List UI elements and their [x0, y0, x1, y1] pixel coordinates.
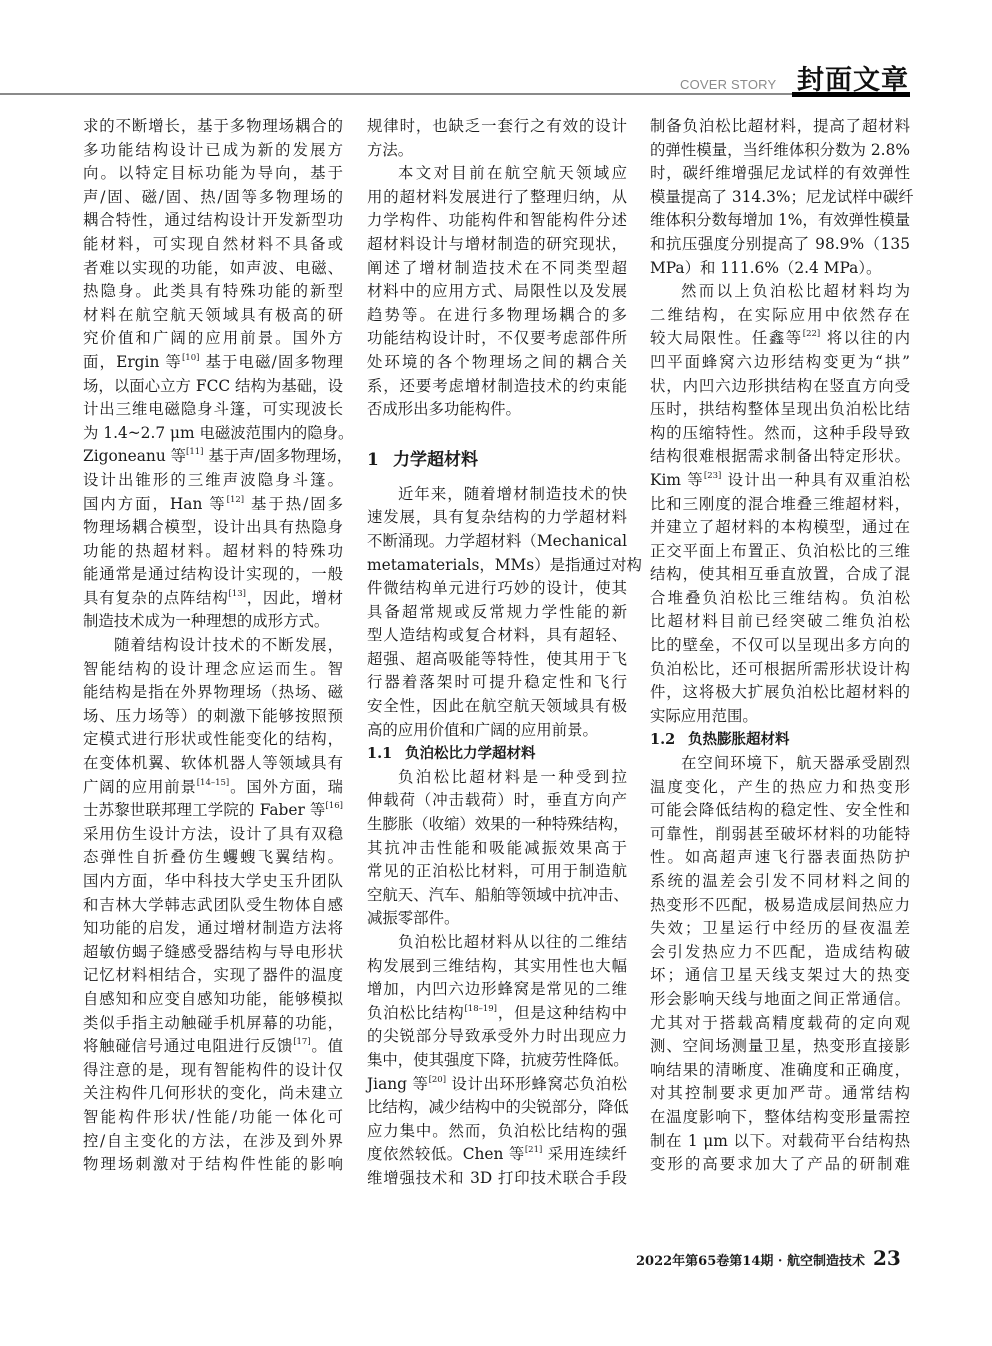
citation-ref: [18–19]: [464, 1003, 497, 1014]
text-line: 计出三维电磁隐身斗篷，可实现波长: [83, 400, 343, 419]
paragraph: [650, 115, 914, 280]
text-line: 具备超常规或反常规力学性能的新: [367, 602, 627, 621]
text-line: 增加，内凹六边形蜂窝是常见的二维: [367, 980, 627, 999]
text-line: 采用仿生设计方法，设计了具有双稳: [83, 824, 343, 843]
text-line: 正交平面上布置正、负泊松比的三维: [650, 541, 910, 560]
citation-ref: [22]: [802, 329, 821, 340]
text-line: 结构很难根据需求制备出特定形状。: [650, 447, 910, 466]
text-line: 用的超材料发展进行了整理归纳，从: [367, 187, 627, 206]
paragraph: [650, 752, 910, 1177]
text-line: 在温度影响下，整体结构变形量需控: [650, 1107, 910, 1126]
heading-number: 1.1: [367, 745, 393, 763]
text-line: 物理场刺激对于结构件性能的影响: [83, 1155, 343, 1174]
text-line: 结构，使其相互垂直放置，合成了混: [650, 565, 910, 584]
text-line: 力学构件、功能构件和智能构件分述: [367, 211, 627, 230]
citation-ref: [14–15]: [196, 777, 230, 788]
text-line: 究价值和广阔的应用前景。国外方: [83, 329, 343, 348]
text-line: 关注构件几何形状的变化，尚未建立: [83, 1084, 343, 1103]
text-line: 能结构是指在外界物理场（热场、磁: [83, 683, 343, 702]
text-line: 负泊松比结构[18–19]，但是这种结构中: [367, 1003, 627, 1022]
text-line: metamaterials，MMs）是指通过对构: [367, 555, 642, 574]
text-line: 将触碰信号通过电阻进行反馈[17]。值: [83, 1037, 343, 1056]
text-line: 自感知和应变自感知功能，能够模拟: [83, 989, 343, 1008]
text-line: 件，这将极大扩展负泊松比超材料的: [650, 683, 910, 702]
paragraph: [367, 115, 627, 162]
text-line: 超敏仿蝎子缝感受器结构与导电形状: [83, 942, 343, 961]
text-line: 会引发热应力不匹配，造成结构破: [650, 942, 910, 961]
text-line: 随着结构设计技术的不断发展，: [114, 636, 343, 655]
text-line: 制备负泊松比超材料，提高了超材料: [650, 117, 910, 135]
text-line: 国内方面，华中科技大学史玉升团队: [83, 872, 343, 890]
citation-ref: [17]: [293, 1037, 311, 1048]
text-line: 场，以面心立方 FCC 结构为基础，设: [83, 376, 343, 395]
text-column-2: [367, 115, 642, 1191]
subsection-heading: [650, 728, 910, 752]
text-line: 可靠性，削弱甚至破坏材料的功能特: [650, 824, 910, 843]
subsection-heading: [367, 742, 627, 766]
paragraph: [367, 931, 627, 1191]
text-line: 为 1.4~2.7 μm 电磁波范围内的隐身。: [83, 423, 354, 442]
heading-title: 负泊松比力学超材料: [405, 745, 536, 763]
text-line: MPa）和 111.6%（2.4 MPa）。: [650, 258, 882, 277]
text-line: 常见的正泊松比材料，可用于制造航: [367, 862, 627, 881]
text-line: 定模式进行形状或性能变化的结构，: [83, 730, 343, 749]
text-line: 实际应用范围。: [650, 706, 758, 725]
text-line: 伸载荷（冲击载荷）时，垂直方向产: [367, 791, 627, 810]
text-line: 记忆材料相结合，实现了器件的温度: [83, 966, 343, 985]
text-line: 行器着落架时可提升稳定性和飞行: [367, 673, 627, 692]
text-line: 者难以实现的功能，如声波、电磁、: [83, 258, 343, 277]
text-line: 趋势等。在进行多物理场耦合的多: [367, 305, 627, 324]
text-line: 声/固、磁/固、热/固等多物理场的: [83, 187, 343, 206]
heading-number: 1.2: [650, 731, 676, 749]
heading-number: 1: [367, 449, 379, 470]
text-line: 比和三刚度的混合堆叠三维超材料，: [650, 494, 910, 513]
text-line: 比结构，减少结构中的尖锐部分，降低: [367, 1098, 629, 1117]
text-line: 制在 1 μm 以下。对载荷平台结构热: [650, 1131, 910, 1150]
text-line: 模量提高了 314.3%；尼龙试样中碳纤: [650, 187, 914, 206]
text-line: 物理场耦合模型，设计出具有热隐身: [83, 518, 343, 537]
text-line: 本文对目前在航空航天领域应: [398, 164, 627, 183]
text-line: 合堆叠负泊松比三维结构。负泊松: [650, 588, 910, 607]
text-line: 否成形出多功能构件。: [367, 400, 521, 419]
text-line: Zigoneanu 等[11] 基于声/固多物理场，: [83, 447, 353, 466]
text-line: 可能会降低结构的稳定性、安全性和: [650, 801, 910, 820]
text-line: 负泊松比超材料从以往的二维结: [398, 933, 627, 951]
text-line: 二维结构，在实际应用中依然存在: [650, 305, 910, 324]
heading-title: 负热膨胀超材料: [688, 731, 790, 749]
section-heading: [367, 422, 627, 483]
text-line: 负泊松比超材料是一种受到拉: [398, 767, 627, 786]
text-line: 广阔的应用前景[14–15]。国外方面，瑞: [83, 777, 343, 796]
text-line: 负泊松比，还可根据所需形状设计构: [650, 659, 910, 678]
text-line: 集中，使其强度下降，抗疲劳性降低。: [367, 1050, 629, 1069]
text-line: 和抗压强度分别提高了 98.9%（135: [650, 234, 910, 253]
text-line: 方法。: [367, 140, 414, 159]
text-line: Kim 等[23] 设计出一种具有双重泊松: [650, 470, 910, 489]
header-rule: [0, 93, 792, 95]
text-line: Jiang 等[20] 设计出环形蜂窝芯负泊松: [367, 1074, 627, 1093]
text-line: 时，碳纤维增强尼龙试样的有效弹性: [650, 164, 910, 183]
text-line: 凹平面蜂窝六边形结构变更为“拱”: [650, 352, 910, 371]
text-line: 并建立了超材料的本构模型，通过在: [650, 518, 910, 537]
text-line: 在变体机翼、软体机器人等领域具有: [83, 754, 343, 773]
text-line: 材料在航空航天领域具有极高的研: [83, 305, 343, 324]
text-line: 比超材料目前已经突破二维负泊松: [650, 612, 910, 631]
journal-footer: 2022年第65卷第14期 · 航空制造技术: [636, 1254, 865, 1269]
text-line: 然而以上负泊松比超材料均为: [681, 282, 910, 301]
text-line: 减振零部件。: [367, 909, 460, 928]
citation-ref: [12]: [226, 494, 245, 505]
text-line: 向。以特定目标功能为导向，基于: [83, 164, 343, 183]
text-line: 类似手指主动触碰手机屏幕的功能，: [83, 1013, 343, 1032]
text-line: 比的壁垒，不仅可以呈现出多方向的: [650, 636, 910, 655]
page-number: 23: [873, 1246, 901, 1270]
text-line: 尤其对于搭载高精度载荷的定向观: [650, 1013, 910, 1032]
text-line: 耦合特性，通过结构设计开发新型功: [83, 211, 343, 230]
text-line: 功能的热超材料。超材料的特殊功: [83, 541, 343, 560]
text-line: 士苏黎世联邦理工学院的 Faber 等[16]: [83, 801, 343, 820]
text-line: 压时，拱结构整体呈现出负泊松比结: [650, 400, 910, 419]
text-line: 场、压力场等）的刺激下能够按照预: [83, 706, 343, 725]
text-line: 系统的温差会引发不同材料之间的: [650, 872, 910, 890]
text-line: 构的压缩特性。然而，这种手段导致: [650, 423, 910, 442]
text-line: 温度变化，产生的热应力和热变形: [650, 777, 910, 796]
paragraph: [367, 483, 642, 743]
text-line: 热隐身。此类具有特殊功能的新型: [83, 282, 343, 301]
text-line: 智能构件形状/性能/功能一体化可: [83, 1107, 343, 1126]
citation-ref: [10]: [181, 352, 200, 363]
text-line: 变形的高要求加大了产品的研制难: [650, 1155, 910, 1174]
text-line: 空航天、汽车、船舶等领域中抗冲击、: [367, 885, 629, 904]
section-label-cn: 封面文章: [797, 65, 909, 96]
text-line: 超材料设计与增材制造的研究现状，: [367, 234, 627, 253]
citation-ref: [16]: [325, 801, 343, 812]
text-line: 坏；通信卫星天线支架过大的热变: [650, 966, 910, 985]
text-line: 功能结构设计时，不仅要考虑部件所: [367, 329, 627, 348]
text-column-1: [83, 115, 354, 1177]
citation-ref: [13]: [228, 588, 246, 599]
paragraph: [367, 162, 627, 422]
text-line: 制造技术成为一种理想的成形方式。: [83, 612, 330, 631]
text-line: 多功能结构设计已成为新的发展方: [83, 140, 343, 159]
text-line: 维体积分数每增加 1%，有效弹性模量: [650, 211, 911, 230]
text-line: 智能结构的设计理念应运而生。智: [83, 659, 343, 678]
text-line: 具有复杂的点阵结构[13]，因此，增材: [83, 588, 343, 607]
text-line: 响结果的清晰度、准确度和正确度，: [650, 1060, 910, 1079]
citation-ref: [20]: [428, 1074, 447, 1085]
text-line: 能通常是通过结构设计实现的，一般: [83, 565, 343, 584]
text-line: 型人造结构或复合材料，具有超轻、: [367, 626, 627, 645]
text-line: 对其控制要求更加严苛。通常结构: [650, 1084, 910, 1103]
text-line: 度依然较低。Chen 等[21] 采用连续纤: [367, 1145, 627, 1164]
text-line: 其抗冲击性能和吸能减振效果高于: [367, 838, 627, 857]
text-line: 状，内凹六边形拱结构在竖直方向受: [650, 376, 910, 395]
text-line: 构发展到三维结构，其实用性也大幅: [367, 956, 627, 975]
text-line: 处环境的各个物理场之间的耦合关: [367, 352, 627, 371]
text-line: 超强、超高吸能等特性，使其用于飞: [367, 649, 627, 668]
text-line: 态弹性自折叠仿生蠼螋飞翼结构。: [83, 848, 343, 867]
paragraph: [83, 115, 354, 634]
text-line: 求的不断增长，基于多物理场耦合的: [83, 117, 343, 135]
text-line: 失效；卫星运行中经历的昼夜温差: [650, 919, 910, 938]
text-line: 高的应用价值和广阔的应用前景。: [367, 720, 598, 739]
citation-ref: [11]: [186, 447, 204, 458]
text-line: 不断涌现。力学超材料（Mechanical: [367, 531, 627, 550]
text-line: 维增强技术和 3D 打印技术联合手段: [367, 1168, 627, 1187]
text-line: 和吉林大学韩志武团队受生物体自感: [83, 895, 343, 914]
citation-ref: [23]: [703, 470, 722, 481]
text-line: 热变形不匹配，极易造成层间热应力: [650, 895, 910, 914]
text-line: 控/自主变化的方法，在涉及到外界: [83, 1131, 343, 1150]
text-line: 材料中的应用方式、局限性以及发展: [367, 282, 627, 301]
text-line: 较大局限性。任鑫等[22] 将以往的内: [650, 329, 910, 348]
text-line: 在空间环境下，航天器承受剧烈: [681, 754, 910, 773]
paragraph: [367, 766, 627, 931]
text-line: 测、空间场测量卫星，热变形直接影: [650, 1037, 910, 1056]
text-line: 国内方面，Han 等[12] 基于热/固多: [83, 494, 344, 513]
text-line: 速发展，具有复杂结构的力学超材料: [367, 508, 627, 527]
text-column-3: [650, 115, 914, 1177]
heading-title: 力学超材料: [393, 449, 478, 470]
paragraph: [650, 280, 910, 728]
text-line: 应力集中。然而，负泊松比结构的强: [367, 1121, 627, 1140]
text-line: 阐述了增材制造技术在不同类型超: [367, 258, 627, 277]
citation-ref: [21]: [524, 1145, 543, 1156]
section-label-en: COVER STORY: [680, 77, 777, 92]
text-line: 生膨胀（收缩）效果的一种特殊结构，: [367, 815, 629, 834]
text-line: 性。如高超声速飞行器表面热防护: [650, 848, 910, 867]
text-line: 得注意的是，现有智能构件的设计仅: [83, 1060, 343, 1079]
paragraph: [83, 634, 343, 1177]
text-line: 规律时，也缺乏一套行之有效的设计: [367, 117, 627, 135]
text-line: 面，Ergin 等[10] 基于电磁/固多物理: [83, 352, 344, 371]
text-line: 的弹性模量，当纤维体积分数为 2.8%: [650, 140, 910, 159]
text-line: 知功能的启发，通过增材制造方法将: [83, 919, 343, 938]
text-line: 能材料，可实现自然材料不具备或: [83, 234, 343, 253]
text-line: 近年来，随着增材制造技术的快: [398, 484, 627, 503]
text-line: 形会影响天线与地面之间正常通信。: [650, 989, 910, 1008]
text-line: 安全性，因此在航空航天领域具有极: [367, 697, 627, 716]
text-line: 的尖锐部分导致承受外力时出现应力: [367, 1027, 627, 1046]
text-line: 件微结构单元进行巧妙的设计，使其: [367, 579, 627, 598]
text-line: 系，还要考虑增材制造技术的约束能: [367, 376, 627, 395]
text-line: 设计出锥形的三维声波隐身斗篷。: [83, 470, 343, 489]
